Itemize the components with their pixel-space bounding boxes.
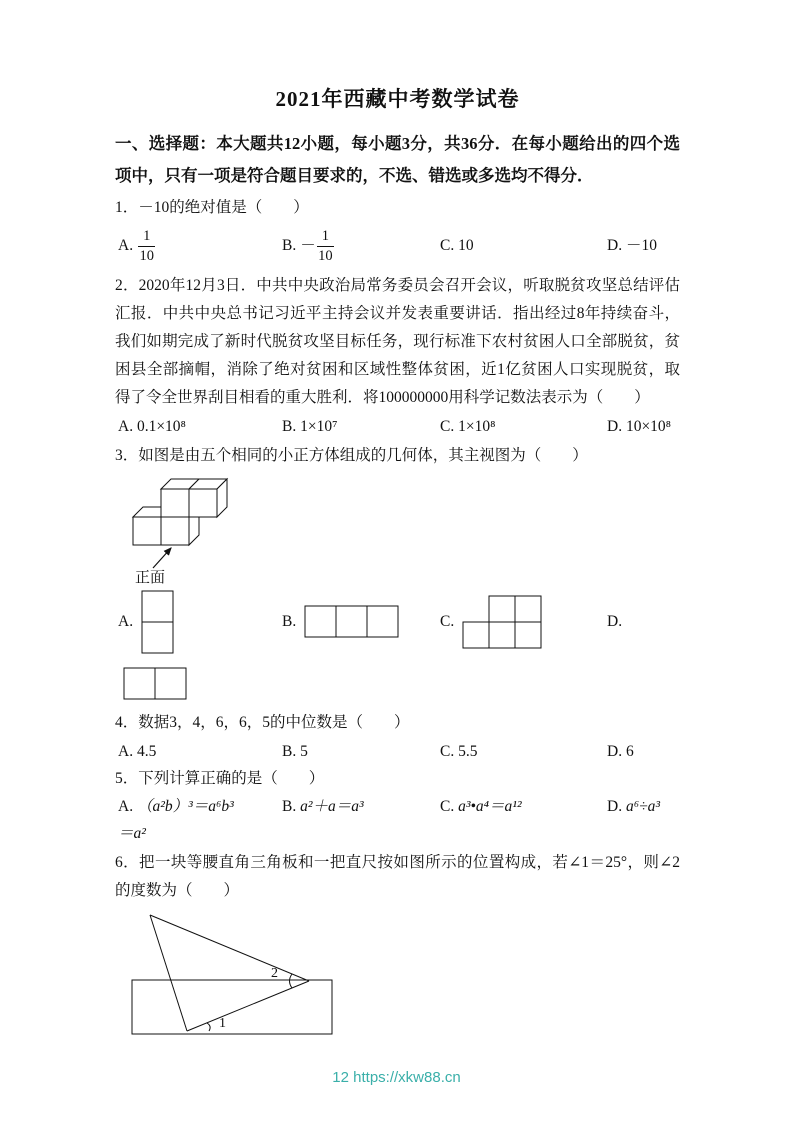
option-label: C. (440, 798, 455, 815)
q1-option-c: C. 10 (440, 237, 474, 254)
option-label: A. (118, 613, 134, 630)
math-expression: a²＋a＝a³ (300, 798, 364, 815)
page-title: 2021年西藏中考数学试卷 (275, 87, 520, 111)
q5-option-b (282, 794, 440, 820)
page-footer: 12 https://xkw88.cn (332, 1069, 461, 1086)
q4-options (115, 739, 680, 765)
q1-options (115, 224, 680, 268)
q3-option-c-figure (462, 595, 542, 649)
q2-option-a: A. 0.1×10⁸ (118, 418, 186, 435)
q5-option-d (607, 794, 680, 820)
option-label: B. (282, 798, 297, 815)
fraction-denominator: 10 (318, 247, 333, 264)
fraction-numerator: 1 (317, 228, 334, 247)
q4-option-a: A. 4.5 (118, 743, 157, 760)
math-expression: a³•a⁴＝a¹² (458, 798, 522, 815)
fraction-denominator: 10 (139, 247, 154, 264)
q4-option-d: D. 6 (607, 743, 634, 760)
q3-option-c (440, 595, 607, 649)
q1-option-b (282, 228, 440, 264)
q2-options (115, 414, 680, 440)
front-face-label: 正面 (135, 570, 166, 586)
fraction (138, 228, 155, 264)
q1-stem: 1．－10的绝对值是（ ） (115, 199, 309, 216)
math-expression: （a²b）³＝a⁶b³ (136, 798, 234, 815)
triangle (150, 915, 309, 1031)
q3-option-b-figure (304, 605, 400, 639)
q6-stem: 6．把一块等腰直角三角板和一把直尺按如图所示的位置构成，若∠1＝25°，则∠2 的度数为（ ） (115, 854, 680, 899)
q3-stem: 3．如图是由五个相同的小正方体组成的几何体，其主视图为（ ） (115, 447, 588, 464)
q3-option-a-figure (141, 590, 175, 654)
q1-option-d: D. －10 (607, 237, 657, 254)
q3-figure (123, 474, 680, 587)
option-label: A. (118, 237, 134, 254)
math-expression: a⁶÷a³ (625, 798, 660, 815)
q3-option-d-figure (123, 667, 188, 701)
q3-option-d-figure-row (123, 667, 680, 701)
q3-option-b (282, 605, 440, 639)
q2-option-d: D. 10×10⁸ (607, 418, 672, 435)
fraction-numerator: 1 (138, 228, 155, 247)
q3-option-a (115, 590, 282, 654)
minus-sign: － (300, 237, 316, 254)
q2-option-b: B. 1×10⁷ (282, 418, 338, 435)
q5-options (115, 793, 680, 821)
option-label: D. (607, 798, 623, 815)
q5-option-c (440, 794, 607, 820)
q3-option-d: D. (607, 613, 623, 630)
q4-stem: 4．数据3，4，6，6，5的中位数是（ ） (115, 714, 410, 731)
q6-figure (127, 905, 680, 1037)
q5-stem: 5．下列计算正确的是（ ） (115, 770, 325, 787)
fraction (317, 228, 334, 264)
option-label: B. (282, 613, 297, 630)
option-label: C. (440, 613, 455, 630)
q5-option-a (115, 794, 282, 820)
q3-solid-figure (123, 474, 253, 572)
q2-stem: 2．2020年12月3日．中共中央政治局常务委员会召开会议，听取脱贫攻坚总结评估汇报．中共中央总书记习近平主持会议并发表重要讲话．指出经过8年持续奋斗，我们如期完成了新时代脱贫攻坚目标任务，现行标准下农村贫困人口全部脱贫，贫困县全部摘帽，消除了绝对贫困和区域性整体贫困，近1亿贫困人口实现脱贫，取得了令全世界刮目相看的重大胜利．将100000000用科学记数法表示为（ ） (115, 277, 680, 406)
q4-option-c: C. 5.5 (440, 743, 478, 760)
option-label: B. (282, 237, 297, 254)
q2-option-c: C. 1×10⁸ (440, 418, 496, 435)
q4-option-b: B. 5 (282, 743, 308, 760)
q3-options (115, 589, 680, 655)
angle-2-label: 2 (271, 966, 278, 981)
section-header: 一、选择题：本大题共12小题，每小题3分，共36分．在每小题给出的四个选项中，只有一项是符合题目要求的，不选、错选或多选均不得分． (115, 134, 680, 185)
q1-option-a (115, 228, 282, 264)
front-direction-arrow (153, 548, 171, 568)
angle-1-label: 1 (219, 1016, 226, 1031)
q5-option-d-continuation: ＝a² (118, 825, 146, 842)
option-label: A. (118, 798, 134, 815)
q6-triangle-ruler-figure (127, 905, 347, 1037)
ruler (132, 980, 332, 1034)
